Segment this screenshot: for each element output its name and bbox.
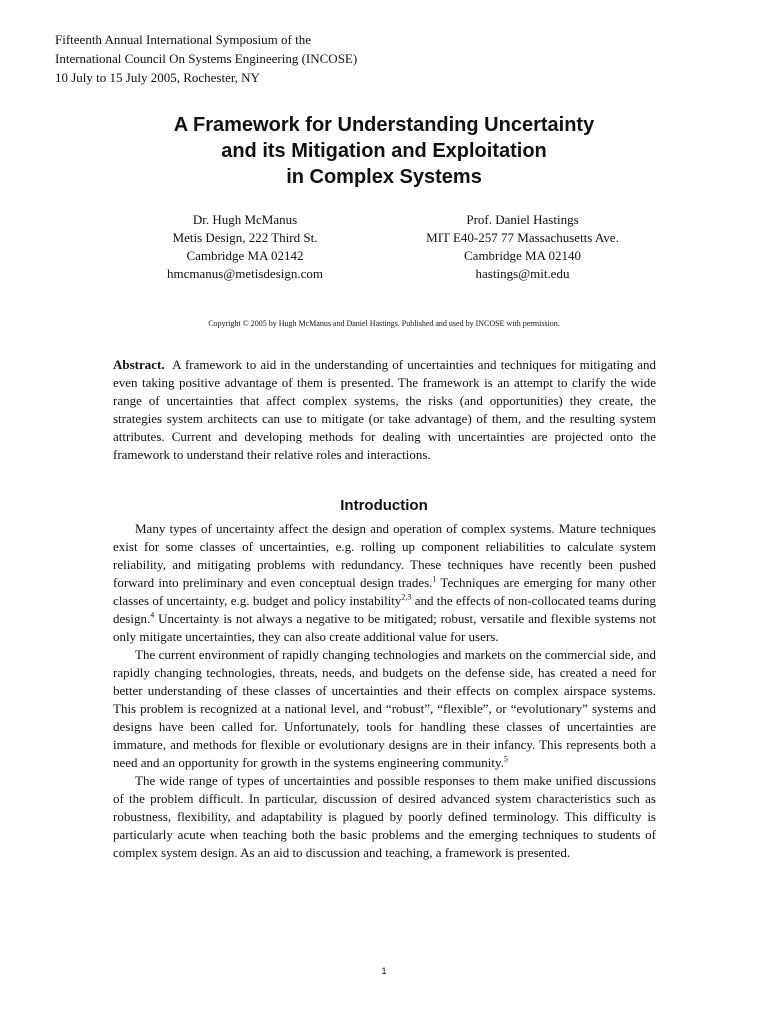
abstract-label: Abstract. xyxy=(113,357,165,372)
title-line-1: A Framework for Understanding Uncertainty xyxy=(173,114,595,136)
paragraph-1-part-a: Many types of uncertainty affect the design and operation of complex systems. Mature techniques exist for some classes of uncertainties, e.g. rolling up component reliabilities to calculate system reliability, and mitigating problems with redundancy. These techniques have recently been pushed forward into preliminary and even conceptual design trades. xyxy=(113,521,656,590)
author-city: Cambridge MA 02142 xyxy=(186,248,304,263)
paragraph-1 xyxy=(113,520,656,646)
paragraph-3: The wide range of types of uncertainties and possible responses to them make unified discussions of the problem difficult. In particular, discussion of desired advanced system characteristics such as robustness, flexibility, and adaptability is plagued by poorly defined terminology. This difficulty is particularly acute when teaching both the basic problems and the emerging techniques to students of complex system design. As an aid to discussion and teaching, a framework is presented. xyxy=(113,773,656,860)
author-email: hastings@mit.edu xyxy=(475,266,570,281)
citation-superscript: 5 xyxy=(503,754,508,764)
conference-line-1: Fifteenth Annual International Symposium of the xyxy=(55,32,311,47)
citation-superscript: 4 xyxy=(150,610,155,620)
section-heading-introduction: Introduction xyxy=(340,497,428,514)
paragraph-1-part-c: and the effects of non-collocated teams during design. xyxy=(113,593,656,626)
citation-superscript: 1 xyxy=(432,574,437,584)
page-number: 1 xyxy=(381,966,387,976)
title-line-3: in Complex Systems xyxy=(286,166,482,188)
citation-superscript: 2,3 xyxy=(401,592,412,602)
abstract xyxy=(113,356,656,464)
author-city: Cambridge MA 02140 xyxy=(464,248,581,263)
author-block-mcmanus xyxy=(130,211,360,283)
author-name: Prof. Daniel Hastings xyxy=(466,212,579,227)
paper-title xyxy=(0,112,768,190)
paragraph-1-part-d: Uncertainty is not always a negative to be mitigated; robust, versatile and flexible systems not only mitigate uncertainties, they can also create additional value for users. xyxy=(113,611,656,644)
author-block-hastings xyxy=(390,211,655,283)
conference-line-2: International Council On Systems Engineering (INCOSE) xyxy=(55,51,358,66)
paragraph-2 xyxy=(113,646,656,772)
copyright-notice: Copyright © 2005 by Hugh McManus and Daniel Hastings. Published and used by INCOSE with permission. xyxy=(208,319,560,328)
conference-header xyxy=(55,30,555,87)
author-name: Dr. Hugh McManus xyxy=(192,212,298,227)
author-affiliation: Metis Design, 222 Third St. xyxy=(172,230,318,245)
author-affiliation: MIT E40-257 77 Massachusetts Ave. xyxy=(426,230,619,245)
title-line-2: and its Mitigation and Exploitation xyxy=(221,140,547,162)
paragraph-2-part-a: The current environment of rapidly changing technologies and markets on the commercial side, and rapidly changing technologies, threats, needs, and budgets on the defense side, has created a need for better understanding of these classes of uncertainties and their effects on complex airspace systems. This problem is recognized at a national level, and “robust”, “flexible”, or “evolutionary” systems and designs have been called for. Unfortunately, tools for handling these classes of uncertainties are immature, and methods for flexible or evolutionary designs are in their infancy. This represents both a need and an opportunity for growth in the systems engineering community. xyxy=(113,647,656,770)
introduction-body xyxy=(113,520,656,862)
paragraph-1-part-b: Techniques are emerging for many other classes of uncertainty, e.g. budget and policy instability xyxy=(113,575,657,608)
conference-line-3: 10 July to 15 July 2005, Rochester, NY xyxy=(55,70,260,85)
abstract-text: A framework to aid in the understanding of uncertainties and techniques for mitigating and even taking positive advantage of them is presented. The framework is an attempt to clarify the wide range of uncertainties that affect complex systems, the risks (and opportunities) they create, the strategies system architects can use to mitigate (or take advantage) of them, and the resulting system attributes. Current and developing methods for dealing with uncertainties are projected onto the framework to understand their relative roles and interactions. xyxy=(113,357,656,462)
author-email: hmcmanus@metisdesign.com xyxy=(166,266,324,281)
